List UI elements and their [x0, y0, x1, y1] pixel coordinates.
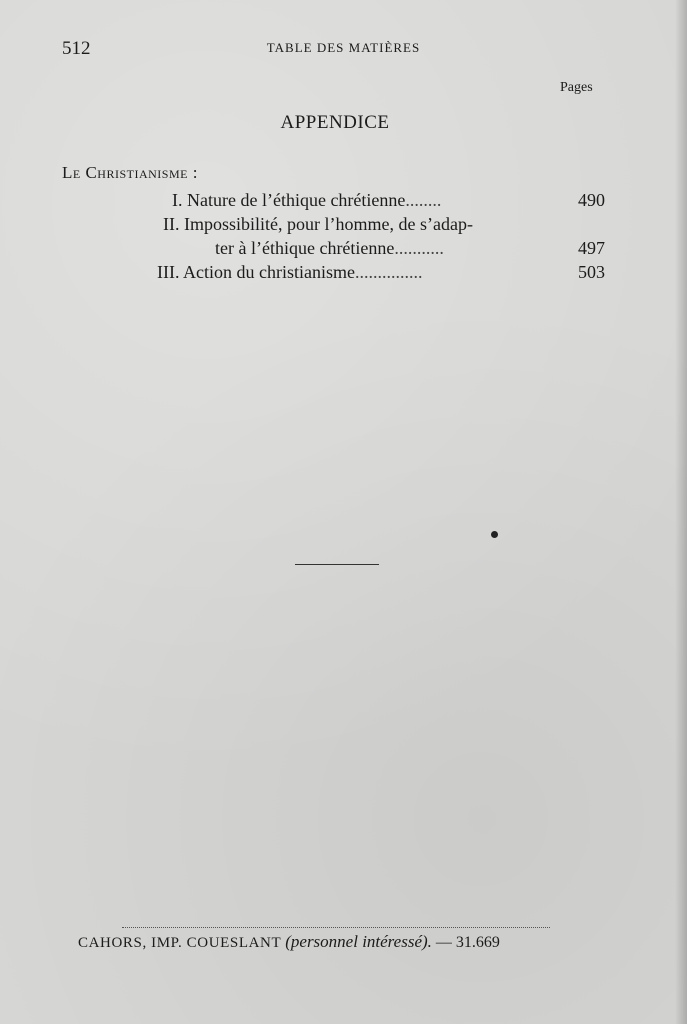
page-number: 512: [62, 38, 91, 59]
toc-heading: Le Christianisme :: [62, 163, 198, 182]
entry-leader: ...............: [354, 262, 423, 282]
toc-entry-continuation: [215, 238, 444, 259]
entry-leader: ........: [405, 190, 442, 210]
entry-text: Nature de l’éthique chrétienne: [187, 190, 406, 210]
printer-note: (personnel intéressé).: [285, 932, 432, 951]
entry-page: 497: [578, 238, 605, 258]
entry-numeral: III.: [157, 262, 180, 282]
section-end-rule: [295, 564, 379, 565]
entry-page: 503: [578, 262, 605, 282]
toc-entry: [172, 190, 441, 211]
pages-column-label: Pages: [560, 80, 593, 95]
footer-dotted-rule: [122, 927, 550, 928]
entry-leader: ...........: [394, 238, 444, 258]
running-head: TABLE DES MATIÈRES: [266, 40, 421, 55]
entry-numeral: I.: [172, 190, 183, 210]
entry-page: 490: [578, 190, 605, 210]
printer-code: — 31.669: [435, 934, 500, 951]
toc-entry: [157, 262, 422, 283]
entry-text-continued: ter à l’éthique chrétienne: [215, 238, 395, 258]
entry-text: Impossibilité, pour l’homme, de s’adap-: [184, 214, 473, 234]
printer-name: CAHORS, IMP. COUESLANT: [78, 935, 282, 951]
entry-text: Action du christianisme: [183, 262, 355, 282]
section-title: APPENDICE: [280, 112, 390, 133]
ink-spot: [491, 531, 498, 538]
printer-imprint: [78, 932, 500, 952]
toc-entry: [163, 214, 473, 235]
entry-numeral: II.: [163, 214, 180, 234]
page-edge-shadow: [675, 0, 687, 1024]
